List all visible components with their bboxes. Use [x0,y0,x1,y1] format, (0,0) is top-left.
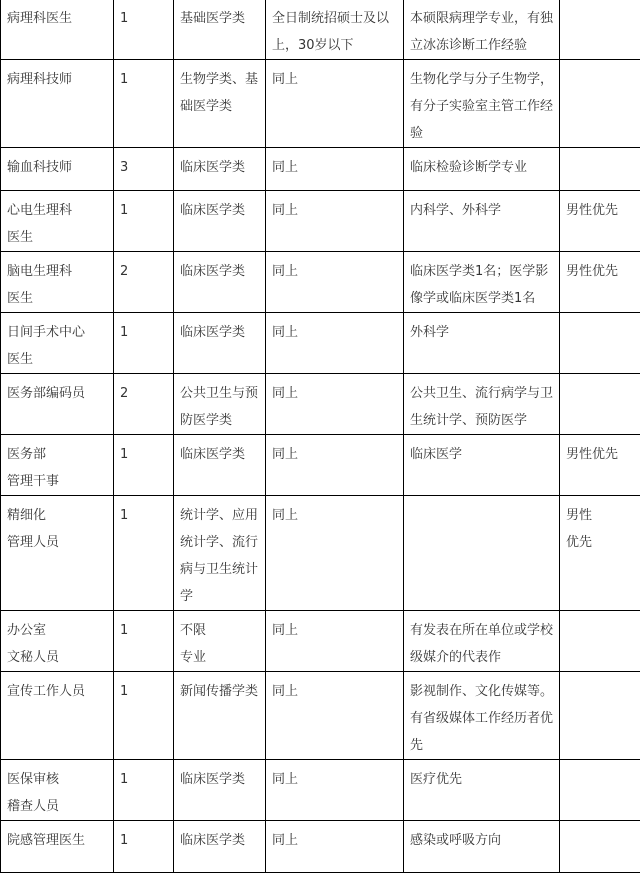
post-name-line: 稽查人员 [7,793,108,820]
post-name-line: 医保审核 [7,766,108,793]
note-cell [560,148,640,191]
education-cell [266,435,404,496]
requirement-line: 级媒介的代表作 [410,644,554,671]
post-name-line: 办公室 [7,617,108,644]
post-name-cell [1,60,114,148]
post-name-cell [1,252,114,313]
education-line: 同上 [272,827,398,854]
headcount-cell: 1 [114,672,174,760]
requirement-line: 临床医学类1名；医学影 [410,258,554,285]
post-name-line: 医务部编码员 [7,380,108,407]
education-cell [266,374,404,435]
major-cell [174,313,266,374]
education-cell [266,0,404,60]
post-name-line: 医生 [7,224,108,251]
requirement-line: 临床检验诊断学专业 [410,154,554,181]
major-cell [174,821,266,873]
major-cell [174,148,266,191]
post-name-line: 管理人员 [7,529,108,556]
headcount-cell: 2 [114,252,174,313]
table-row [1,0,640,60]
headcount-cell: 1 [114,60,174,148]
post-name-cell [1,435,114,496]
major-line: 临床医学类 [180,766,260,793]
post-name-line: 心电生理科 [7,197,108,224]
requirement-line: 有省级媒体工作经历者优 [410,705,554,732]
requirement-cell [404,496,560,611]
headcount-cell: 2 [114,374,174,435]
post-name-line: 医务部 [7,441,108,468]
note-cell [560,435,640,496]
post-name-cell [1,496,114,611]
education-cell [266,60,404,148]
headcount-cell: 1 [114,611,174,672]
post-name-cell [1,374,114,435]
education-line: 同上 [272,766,398,793]
headcount-cell: 1 [114,760,174,821]
major-line: 临床医学类 [180,197,260,224]
education-line: 同上 [272,502,398,529]
major-line: 基础医学类 [180,5,260,32]
post-name-cell [1,313,114,374]
education-line: 上，30岁以下 [272,32,398,59]
table-row [1,611,640,672]
table-row [1,496,640,611]
note-cell [560,191,640,252]
major-line: 统计学、流行 [180,529,260,556]
headcount-cell: 1 [114,821,174,873]
major-line: 新闻传播学类 [180,678,260,705]
major-line: 不限 [180,617,260,644]
table-row [1,60,640,148]
requirement-line: 生物化学与分子生物学， [410,66,554,93]
requirement-line: 临床医学 [410,441,554,468]
headcount-cell: 1 [114,0,174,60]
post-name-cell [1,821,114,873]
requirement-cell [404,148,560,191]
note-cell [560,0,640,60]
major-line: 临床医学类 [180,319,260,346]
education-cell [266,191,404,252]
major-cell [174,611,266,672]
requirement-line: 立冰冻诊断工作经验 [410,32,554,59]
post-name-cell [1,611,114,672]
requirement-cell [404,611,560,672]
requirement-cell [404,435,560,496]
note-cell [560,60,640,148]
post-name-cell [1,148,114,191]
note-cell [560,313,640,374]
major-cell [174,760,266,821]
note-cell [560,821,640,873]
requirement-cell [404,191,560,252]
note-cell [560,374,640,435]
education-cell [266,672,404,760]
post-name-line: 脑电生理科 [7,258,108,285]
requirement-cell [404,374,560,435]
requirement-line: 像学或临床医学类1名 [410,285,554,312]
education-line: 同上 [272,258,398,285]
requirement-line: 影视制作、文化传媒等。 [410,678,554,705]
requirement-line: 感染或呼吸方向 [410,827,554,854]
headcount-cell: 1 [114,435,174,496]
requirement-line: 内科学、外科学 [410,197,554,224]
major-cell [174,496,266,611]
table-row [1,148,640,191]
major-cell [174,374,266,435]
requirement-cell [404,672,560,760]
table-row [1,672,640,760]
post-name-cell [1,0,114,60]
note-line: 优先 [566,529,635,556]
requirement-cell [404,760,560,821]
major-line: 础医学类 [180,93,260,120]
note-line: 男性 [566,502,635,529]
post-name-line: 病理科医生 [7,5,108,32]
requirement-line: 公共卫生、流行病学与卫 [410,380,554,407]
post-name-line: 病理科技师 [7,66,108,93]
note-cell [560,252,640,313]
education-cell [266,760,404,821]
post-name-line: 医生 [7,346,108,373]
post-name-line: 宣传工作人员 [7,678,108,705]
major-line: 病与卫生统计 [180,556,260,583]
requirement-line: 有分子实验室主管工作经 [410,93,554,120]
table-row [1,191,640,252]
requirement-cell [404,252,560,313]
post-name-cell [1,760,114,821]
post-name-cell [1,191,114,252]
education-cell [266,821,404,873]
requirement-cell [404,60,560,148]
post-name-line: 日间手术中心 [7,319,108,346]
note-line: 男性优先 [566,441,635,468]
education-cell [266,148,404,191]
major-cell [174,252,266,313]
major-line: 临床医学类 [180,441,260,468]
requirement-cell [404,0,560,60]
education-line: 同上 [272,66,398,93]
major-line: 防医学类 [180,407,260,434]
note-cell [560,496,640,611]
major-cell [174,435,266,496]
table-row [1,313,640,374]
note-cell [560,611,640,672]
major-line: 临床医学类 [180,154,260,181]
table-row [1,435,640,496]
recruitment-table-body [1,0,640,873]
note-line: 男性优先 [566,258,635,285]
requirement-line: 医疗优先 [410,766,554,793]
headcount-cell: 1 [114,191,174,252]
headcount-cell: 1 [114,496,174,611]
education-line: 全日制统招硕士及以 [272,5,398,32]
education-line: 同上 [272,197,398,224]
requirement-line: 验 [410,120,554,147]
major-line: 专业 [180,644,260,671]
requirement-line: 外科学 [410,319,554,346]
post-name-line: 管理干事 [7,468,108,495]
education-line: 同上 [272,617,398,644]
major-cell [174,672,266,760]
major-line: 临床医学类 [180,827,260,854]
major-cell [174,0,266,60]
education-line: 同上 [272,678,398,705]
note-cell [560,672,640,760]
requirement-cell [404,821,560,873]
major-cell [174,60,266,148]
major-cell [174,191,266,252]
post-name-line: 精细化 [7,502,108,529]
major-line: 公共卫生与预 [180,380,260,407]
major-line: 学 [180,583,260,610]
education-cell [266,313,404,374]
table-row [1,821,640,873]
note-cell [560,760,640,821]
requirement-line: 本硕限病理学专业，有独 [410,5,554,32]
post-name-line: 文秘人员 [7,644,108,671]
note-line: 男性优先 [566,197,635,224]
education-cell [266,252,404,313]
education-line: 同上 [272,441,398,468]
education-line: 同上 [272,380,398,407]
table-row [1,374,640,435]
post-name-line: 输血科技师 [7,154,108,181]
post-name-cell [1,672,114,760]
table-row [1,252,640,313]
major-line: 统计学、应用 [180,502,260,529]
requirement-line: 先 [410,732,554,759]
requirement-cell [404,313,560,374]
headcount-cell: 1 [114,313,174,374]
headcount-cell: 3 [114,148,174,191]
education-cell [266,611,404,672]
education-cell [266,496,404,611]
requirement-line: 有发表在所在单位或学校 [410,617,554,644]
table-row [1,760,640,821]
major-line: 生物学类、基 [180,66,260,93]
major-line: 临床医学类 [180,258,260,285]
post-name-line: 院感管理医生 [7,827,108,854]
post-name-line: 医生 [7,285,108,312]
requirement-line: 生统计学、预防医学 [410,407,554,434]
education-line: 同上 [272,154,398,181]
education-line: 同上 [272,319,398,346]
